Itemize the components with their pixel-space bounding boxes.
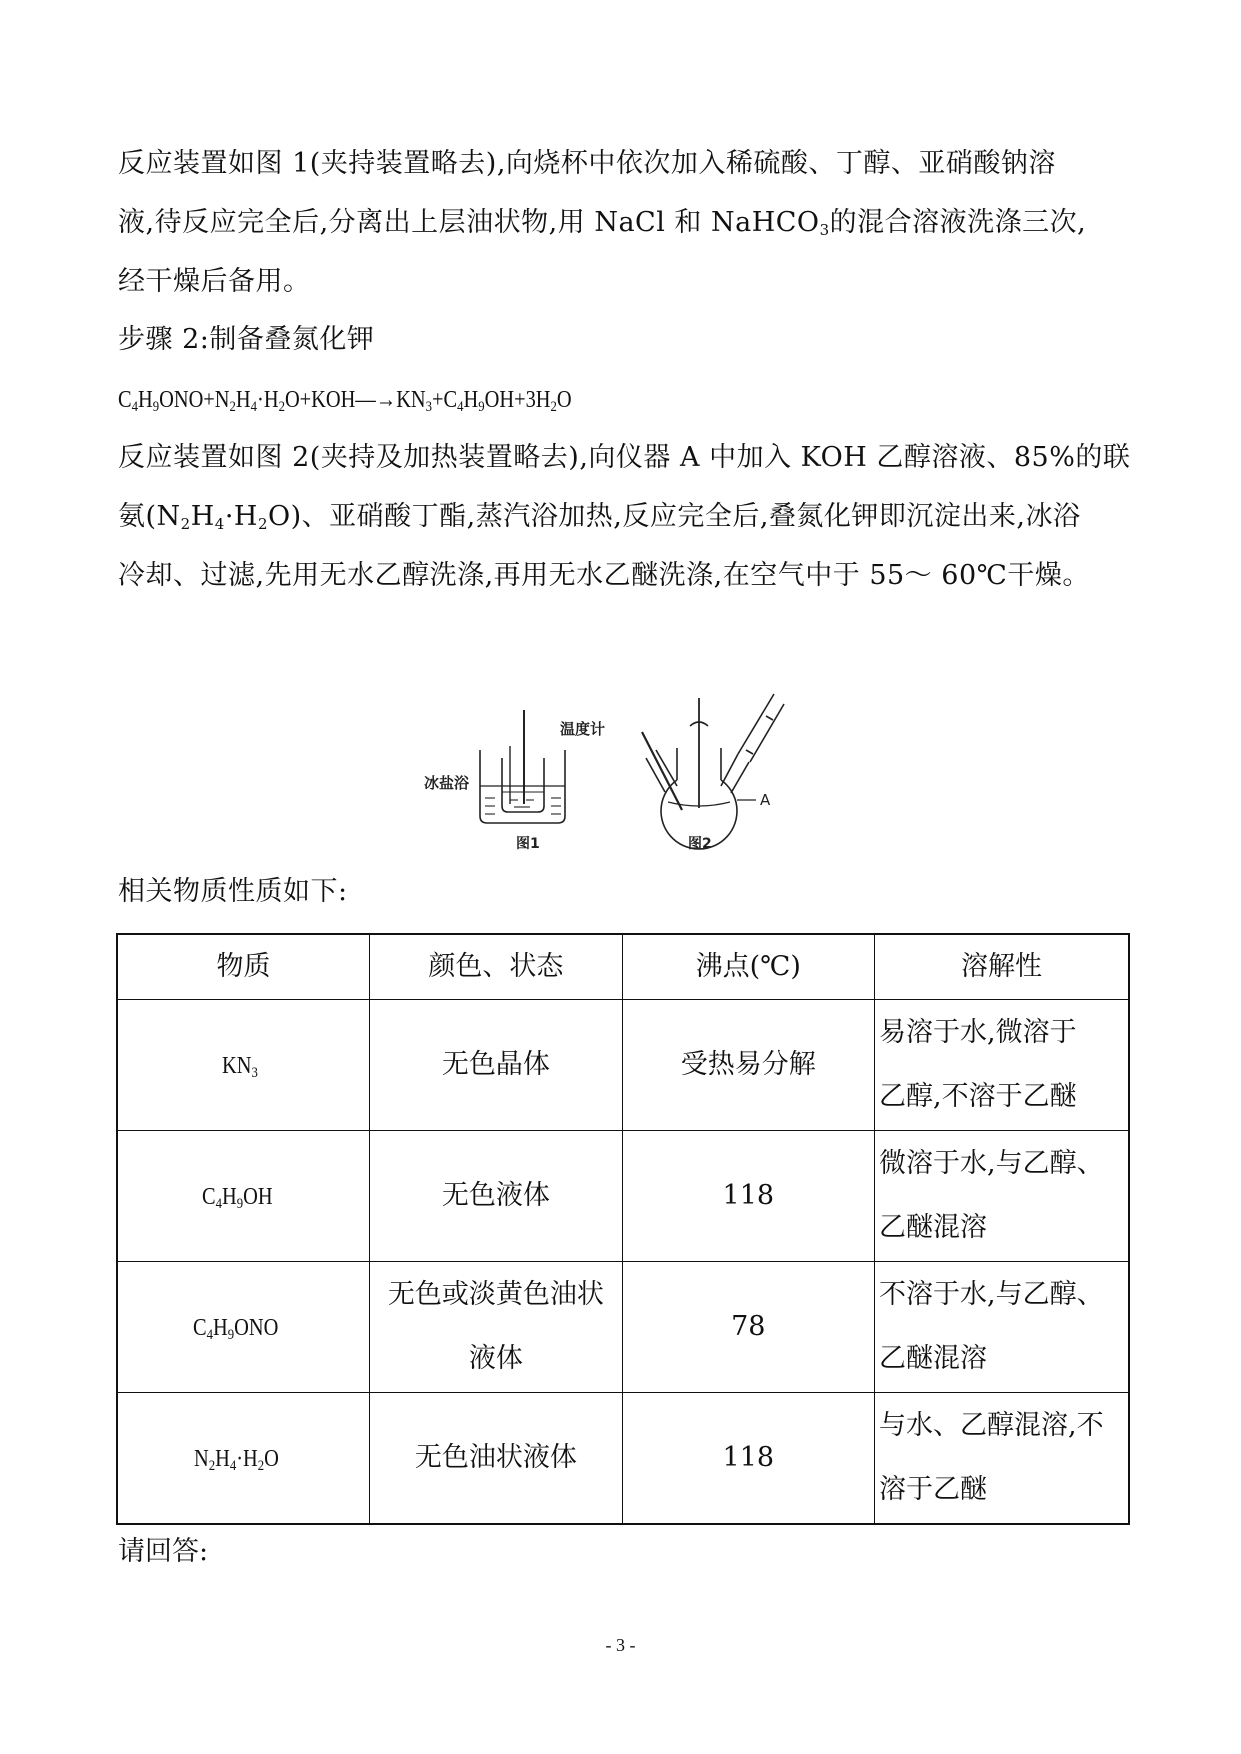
column-header: 沸点(℃) (622, 934, 874, 1000)
figure-label: A (760, 791, 771, 809)
formula-part: C (193, 1314, 207, 1341)
subscript: 2 (229, 399, 236, 415)
cell-line: 不溶于水,与乙醇、 (879, 1279, 1104, 1310)
subscript: 4 (250, 399, 258, 415)
formula-part: O (263, 1445, 279, 1472)
subscript: 2 (550, 399, 557, 415)
formula-part: C (118, 387, 132, 413)
text-segment: 液,待反应完全后,分离出上层油状物,用 NaCl 和 NaHCO (118, 207, 820, 238)
substance-cell (117, 1131, 370, 1262)
cell-line: 溶于乙醚 (879, 1474, 988, 1505)
figure-2 (642, 694, 784, 849)
paragraph-line (118, 499, 1081, 535)
figure-label: 冰盐浴 (424, 774, 470, 792)
cell-line: 乙醚混溶 (879, 1343, 988, 1374)
figure-1 (480, 710, 565, 823)
paragraph-line: 冷却、过滤,先用无水乙醇洗涤,再用无水乙醚洗涤,在空气中于 55～ 60℃干燥。 (118, 560, 1090, 591)
paragraph-line: 反应装置如图 2(夹持及加热装置略去),向仪器 A 中加入 KOH 乙醇溶液、85%的联 (118, 442, 1131, 473)
subscript: 2 (257, 1457, 264, 1474)
substance-cell (117, 1393, 370, 1525)
subscript: 4 (206, 1326, 214, 1343)
cell-line: 乙醚混溶 (879, 1212, 988, 1243)
figure-caption: 图1 (516, 836, 540, 852)
column-header: 溶解性 (875, 934, 1129, 1000)
paragraph-line: 经干燥后备用。 (118, 266, 311, 297)
substance-cell (117, 1000, 370, 1131)
table-row (117, 1000, 1129, 1131)
cell-line: 乙醇,不溶于乙醚 (879, 1081, 1077, 1112)
formula-part: N (193, 1445, 209, 1472)
subscript: 9 (478, 399, 485, 415)
subscript: 2 (208, 1457, 215, 1474)
formula-part: H (213, 1314, 229, 1341)
solubility-cell (875, 1262, 1129, 1393)
cell-line: 无色液体 (441, 1180, 550, 1211)
cell-line: 易溶于水,微溶于 (879, 1017, 1077, 1048)
subscript: 2 (180, 515, 191, 533)
subscript: 9 (236, 1195, 244, 1212)
cell-line: 无色晶体 (441, 1049, 550, 1080)
formula-part: H (222, 1183, 237, 1210)
paragraph-line: 反应装置如图 1(夹持装置略去),向烧杯中依次加入稀硫酸、丁醇、亚硝酸钠溶 (118, 148, 1056, 179)
chemical-equation (118, 381, 652, 418)
color-state-cell (370, 1393, 622, 1525)
subscript: 2 (257, 515, 268, 533)
figure-caption: 图2 (688, 836, 712, 852)
cell-line: 液体 (468, 1343, 523, 1374)
subscript: 3 (425, 399, 433, 415)
substance-formula (202, 1165, 273, 1229)
text-segment: H (190, 501, 215, 532)
formula-part: H (137, 387, 153, 413)
subscript: 4 (131, 399, 138, 415)
column-header: 颜色、状态 (370, 934, 622, 1000)
page-number: - 3 - (605, 1635, 636, 1655)
formula-part: O+KOH (284, 387, 356, 413)
table-row (117, 1393, 1129, 1525)
substance-formula (193, 1296, 278, 1360)
subscript: 4 (214, 515, 225, 533)
figure-label: 温度计 (560, 720, 606, 738)
subscript: 9 (228, 1326, 235, 1343)
subscript: 3 (251, 1064, 259, 1081)
paragraph-line (118, 205, 1086, 241)
cell-line: 微溶于水,与乙醇、 (879, 1148, 1104, 1179)
condenser-icon (738, 694, 784, 762)
cell-line: 无色或淡黄色油状 (387, 1279, 604, 1310)
formula-part: ·H (257, 387, 279, 413)
paragraph-line: 相关物质性质如下: (118, 876, 348, 907)
step-heading: 步骤 2:制备叠氮化钾 (118, 324, 375, 355)
formula-part: OH+3H (484, 387, 551, 413)
solubility-cell (875, 1393, 1129, 1525)
subscript: 3 (819, 221, 830, 239)
formula-part: C (202, 1183, 216, 1210)
formula-part: ONO+N (159, 387, 230, 413)
formula-part: ONO (234, 1314, 279, 1341)
equation-text (118, 382, 572, 418)
answer-prompt: 请回答: (118, 1536, 209, 1567)
thermometer-icon (642, 732, 682, 810)
table-row (117, 1131, 1129, 1262)
properties-table (116, 933, 1130, 1525)
color-state-cell (370, 1131, 622, 1262)
reaction-arrow: —→ (355, 387, 397, 413)
solubility-cell (875, 1131, 1129, 1262)
formula-part: OH (243, 1183, 273, 1210)
text-segment: ·H (224, 501, 258, 532)
column-header: 物质 (117, 934, 370, 1000)
substance-cell (117, 1262, 370, 1393)
subscript: 4 (229, 1457, 236, 1474)
formula-part: H (214, 1445, 230, 1472)
text-segment: 氨(N (118, 501, 181, 532)
formula-part: H (235, 387, 251, 413)
substance-formula (194, 1427, 279, 1491)
subscript: 4 (215, 1195, 223, 1212)
substance-formula (222, 1034, 258, 1098)
color-state-cell (370, 1000, 622, 1131)
text-segment: O)、亚硝酸丁酯,蒸汽浴加热,反应完全后,叠氮化钾即沉淀出来,冰浴 (268, 501, 1081, 532)
subscript: 2 (278, 399, 285, 415)
subscript: 9 (152, 399, 160, 415)
subscript: 4 (457, 399, 464, 415)
boiling-point-cell: 78 (622, 1262, 874, 1393)
table-row (117, 1262, 1129, 1393)
apparatus-figure (420, 688, 820, 853)
formula-part: +C (432, 387, 458, 413)
table-header-row (117, 934, 1129, 1000)
formula-part: ·H (235, 1445, 258, 1472)
cell-line: 无色油状液体 (414, 1442, 577, 1473)
boiling-point-cell: 118 (622, 1393, 874, 1525)
color-state-cell (370, 1262, 622, 1393)
solubility-cell (875, 1000, 1129, 1131)
formula-part: KN (222, 1052, 252, 1079)
cell-line: 与水、乙醇混溶,不 (879, 1410, 1104, 1441)
text-segment: 的混合溶液洗涤三次, (829, 207, 1087, 238)
boiling-point-cell: 118 (622, 1131, 874, 1262)
formula-part: KN (396, 387, 426, 413)
formula-part: O (556, 387, 572, 413)
boiling-point-cell: 受热易分解 (622, 1000, 874, 1131)
formula-part: H (463, 387, 479, 413)
